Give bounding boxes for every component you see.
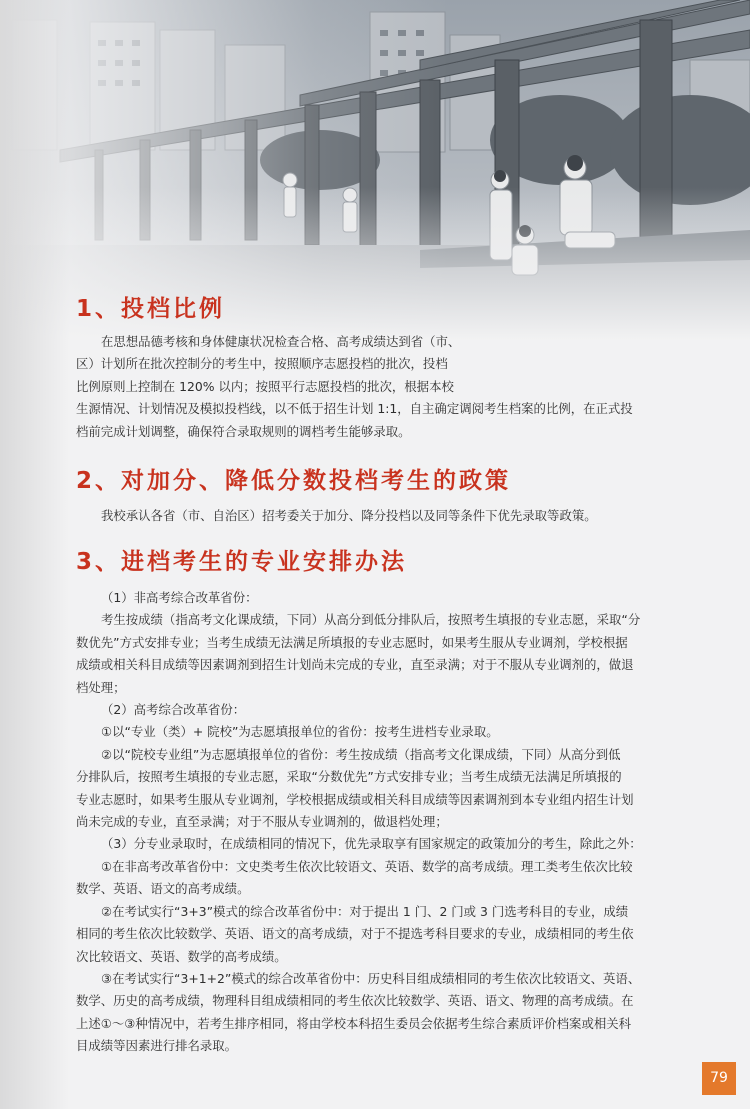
text-line: 考生按成绩（指高考文化课成绩，下同）从高分到低分排队后，按照考生填报的专业志愿，采取“分: [101, 612, 641, 628]
section-2-heading: 2、对加分、降低分数投档考生的政策: [76, 468, 512, 494]
section-1-heading: 1、投档比例: [76, 296, 226, 322]
text-line: 在思想品德考核和身体健康状况检查合格、高考成绩达到省（市、: [101, 334, 461, 349]
text-line: 次比较语文、英语、数学的高考成绩。: [76, 948, 287, 964]
text-line: （3）分专业录取时，在成绩相同的情况下，优先录取享有国家规定的政策加分的考生，除此之外：: [101, 836, 642, 852]
text-line: 数优先”方式安排专业；当考生成绩无法满足所填报的专业志愿时，如果考生服从专业调剂，学校根据: [76, 634, 628, 650]
text-line: 生源情况、计划情况及模拟投档线，以不低于招生计划 1:1，自主确定调阅考生档案的比例，在正式投: [76, 401, 633, 417]
text-line: ③在考试实行“3+1+2”模式的综合改革省份中：历史科目组成绩相同的考生依次比较语文、英语、: [101, 970, 641, 986]
text-line: 尚未完成的专业，直至录满；对于不服从专业调剂的，做退档处理；: [76, 814, 448, 830]
page-number-badge: 79: [702, 1062, 736, 1095]
text-line: ②在考试实行“3+3”模式的综合改革省份中：对于提出 1 门、2 门或 3 门选考科目的专业，成绩: [101, 903, 629, 919]
text-line: 专业志愿时，如果考生服从专业调剂，学校根据成绩或相关科目成绩等因素调剂到本专业组内招生计划: [76, 791, 634, 807]
text-line: 数学、英语、语文的高考成绩。: [76, 881, 250, 897]
text-line: 区）计划所在批次控制分的考生中，按照顺序志愿投档的批次，投档: [76, 356, 448, 372]
section-2-paragraph: [76, 505, 691, 527]
text-line: 上述①～③种情况中，若考生排序相同，将由学校本科招生委员会依据考生综合素质评价档案或相关科: [76, 1015, 632, 1031]
text-line: ①以“专业（类）+ 院校”为志愿填报单位的省份：按考生进档专业录取。: [101, 724, 499, 740]
text-line: 成绩或相关科目成绩等因素调剂到招生计划尚未完成的专业，直至录满；对于不服从专业调剂的，做退: [76, 657, 634, 673]
section-3-paragraph: [76, 587, 691, 1058]
text-line: 目成绩等因素进行排名录取。: [76, 1038, 238, 1054]
text-line: 比例原则上控制在 120% 以内；按照平行志愿投档的批次，根据本校: [76, 378, 454, 394]
text-line: 档处理；: [76, 679, 126, 695]
text-line: 分排队后，按照考生填报的专业志愿，采取“分数优先”方式安排专业；当考生成绩无法满足所填报的: [76, 769, 622, 785]
text-line: 数学、历史的高考成绩，物理科目组成绩相同的考生依次比较数学、英语、语文、物理的高考成绩。在: [76, 993, 634, 1009]
text-line: 我校承认各省（市、自治区）招考委关于加分、降分投档以及同等条件下优先录取等政策。: [101, 508, 597, 523]
text-line: 档前完成计划调整，确保符合录取规则的调档考生能够录取。: [76, 423, 411, 439]
text-line: （2）高考综合改革省份：: [101, 702, 246, 718]
section-3-heading: 3、进档考生的专业安排办法: [76, 549, 408, 575]
text-line: （1）非高考综合改革省份：: [101, 590, 258, 605]
text-line: 相同的考生依次比较数学、英语、语文的高考成绩，对于不提选考科目要求的专业，成绩相同的考生依: [76, 926, 634, 942]
text-line: ②以“院校专业组”为志愿填报单位的省份：考生按成绩（指高考文化课成绩，下同）从高分到低: [101, 746, 621, 762]
text-line: ①在非高考改革省份中：文史类考生依次比较语文、英语、数学的高考成绩。理工类考生依次比较: [101, 858, 633, 874]
section-1-paragraph: [76, 331, 691, 443]
